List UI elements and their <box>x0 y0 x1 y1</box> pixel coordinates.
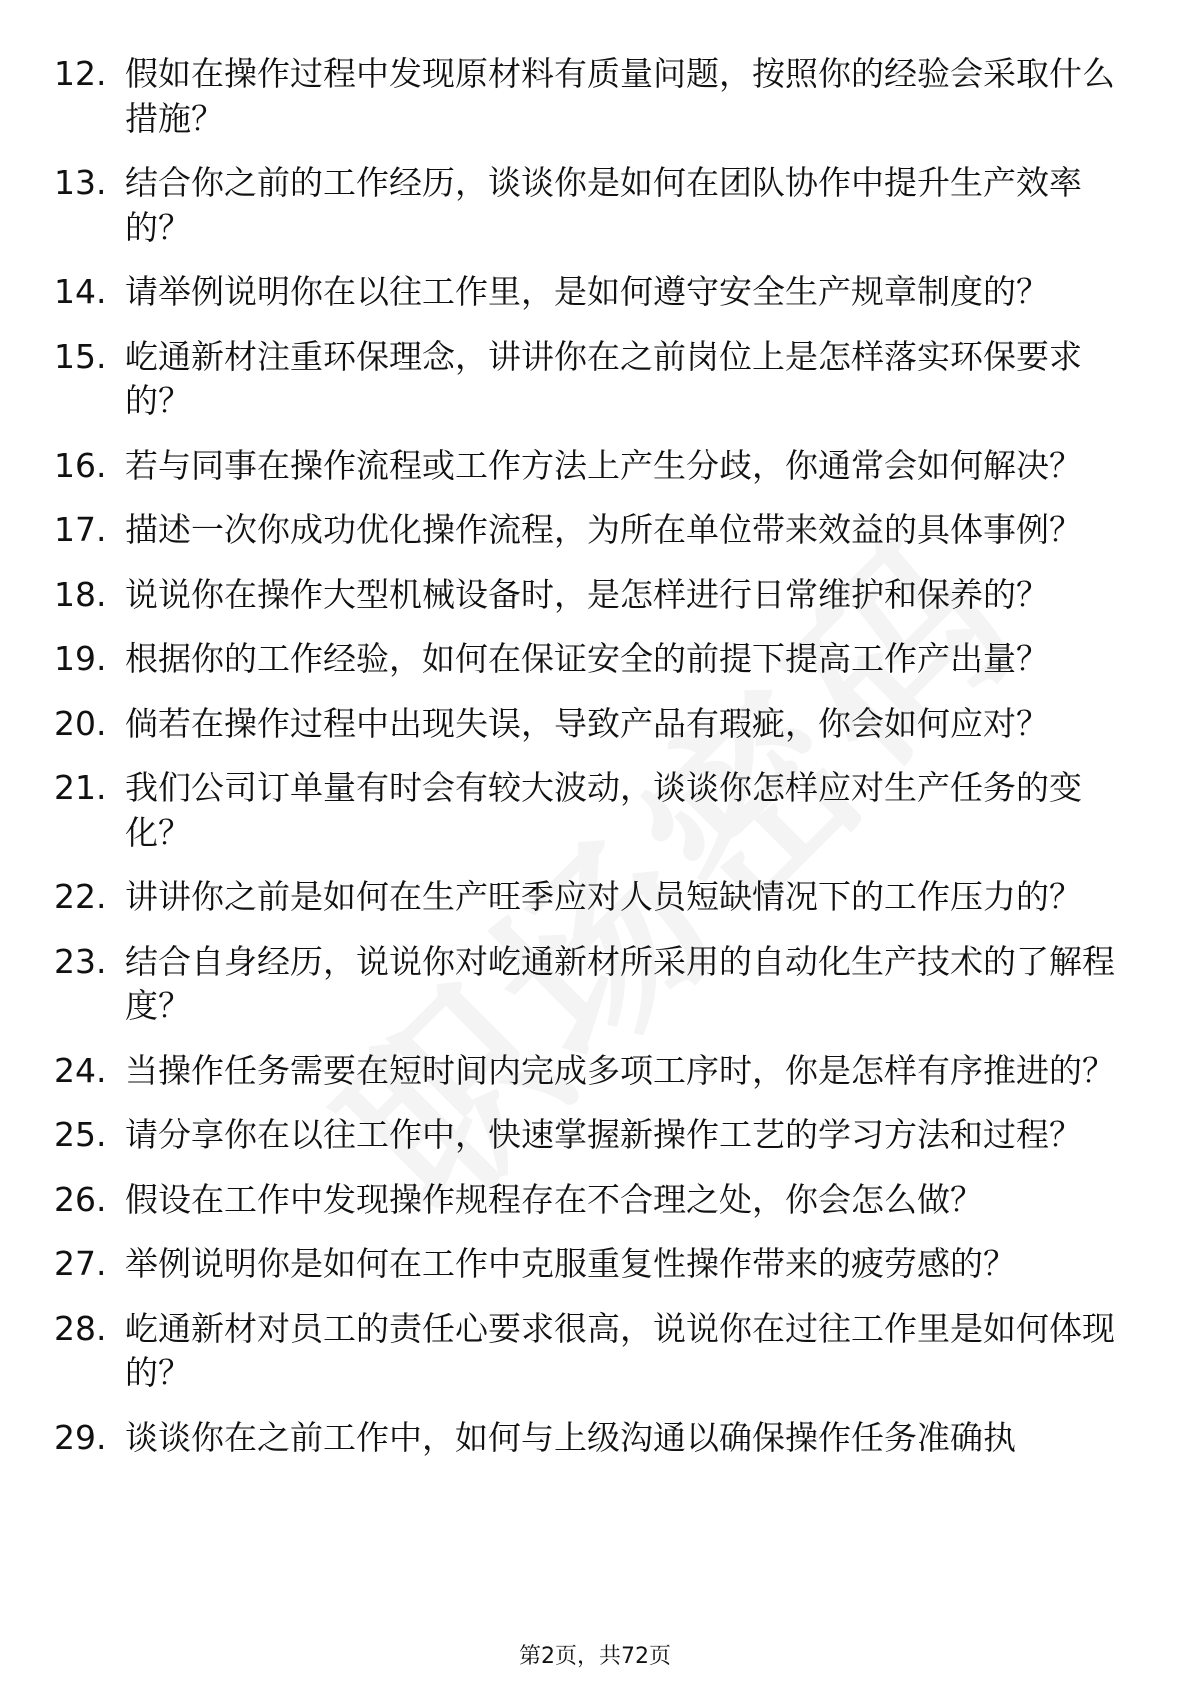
question-text: 屹通新材注重环保理念，讲讲你在之前岗位上是怎样落实环保要求的？ <box>125 336 1082 420</box>
question-text: 若与同事在操作流程或工作方法上产生分歧，你通常会如何解决？ <box>125 445 1082 485</box>
question-item-15 <box>54 335 1129 424</box>
question-text: 描述一次你成功优化操作流程，为所在单位带来效益的具体事例？ <box>125 510 1082 549</box>
question-item-25 <box>54 1113 1129 1158</box>
question-number: 26. <box>54 1179 107 1219</box>
question-number: 29. <box>54 1417 107 1457</box>
question-item-17 <box>54 508 1129 553</box>
question-text: 讲讲你之前是如何在生产旺季应对人员短缺情况下的工作压力的？ <box>125 877 1082 916</box>
question-number: 19. <box>54 639 107 678</box>
question-item-12 <box>54 52 1129 141</box>
question-text: 根据你的工作经验，如何在保证安全的前提下提高工作产出量？ <box>125 639 1049 678</box>
question-number: 12. <box>54 54 107 93</box>
question-text: 假设在工作中发现操作规程存在不合理之处，你会怎么做？ <box>125 1179 983 1219</box>
question-item-16 <box>54 444 1129 489</box>
question-text: 请举例说明你在以往工作里，是如何遵守安全生产规章制度的？ <box>125 272 1049 311</box>
question-item-20 <box>54 702 1129 747</box>
question-text: 说说你在操作大型机械设备时，是怎样进行日常维护和保养的？ <box>125 574 1049 614</box>
question-number: 25. <box>54 1115 107 1154</box>
question-text: 我们公司订单量有时会有较大波动，谈谈你怎样应对生产任务的变化？ <box>125 768 1082 852</box>
question-number: 21. <box>54 768 107 807</box>
question-text: 结合自身经历，说说你对屹通新材所采用的自动化生产技术的了解程度？ <box>125 941 1115 1025</box>
question-number: 18. <box>54 574 107 614</box>
question-item-21 <box>54 766 1129 855</box>
question-item-18 <box>54 573 1129 618</box>
question-number: 16. <box>54 445 107 485</box>
question-item-23 <box>54 940 1129 1029</box>
question-item-22 <box>54 875 1129 920</box>
question-text: 当操作任务需要在短时间内完成多项工序时，你是怎样有序推进的？ <box>125 1050 1115 1090</box>
question-text: 举例说明你是如何在工作中克服重复性操作带来的疲劳感的？ <box>125 1244 1016 1283</box>
question-text: 屹通新材对员工的责任心要求很高，说说你在过往工作里是如何体现的？ <box>125 1308 1115 1392</box>
question-item-27 <box>54 1242 1129 1287</box>
question-list <box>54 52 1129 1480</box>
page-number-footer: 第2页，共72页 <box>519 1644 671 1669</box>
question-item-24 <box>54 1049 1129 1094</box>
question-number: 20. <box>54 703 107 743</box>
question-number: 24. <box>54 1050 107 1090</box>
question-number: 28. <box>54 1308 107 1348</box>
question-number: 13. <box>54 163 107 202</box>
question-number: 27. <box>54 1244 107 1283</box>
question-text: 假如在操作过程中发现原材料有质量问题，按照你的经验会采取什么措施？ <box>125 54 1115 138</box>
question-text: 倘若在操作过程中出现失误，导致产品有瑕疵，你会如何应对？ <box>125 703 1049 743</box>
question-item-13 <box>54 161 1129 250</box>
question-number: 22. <box>54 877 107 916</box>
question-number: 15. <box>54 336 107 376</box>
question-text: 请分享你在以往工作中，快速掌握新操作工艺的学习方法和过程？ <box>125 1115 1082 1154</box>
question-item-28 <box>54 1307 1129 1396</box>
question-text: 谈谈你在之前工作中，如何与上级沟通以确保操作任务准确执 <box>125 1417 1016 1457</box>
question-text: 结合你之前的工作经历，谈谈你是如何在团队协作中提升生产效率的？ <box>125 163 1082 247</box>
question-number: 17. <box>54 510 107 549</box>
question-item-29 <box>54 1416 1129 1461</box>
question-number: 23. <box>54 941 107 981</box>
question-item-26 <box>54 1178 1129 1223</box>
question-item-14 <box>54 270 1129 315</box>
question-item-19 <box>54 637 1129 682</box>
question-number: 14. <box>54 272 107 311</box>
